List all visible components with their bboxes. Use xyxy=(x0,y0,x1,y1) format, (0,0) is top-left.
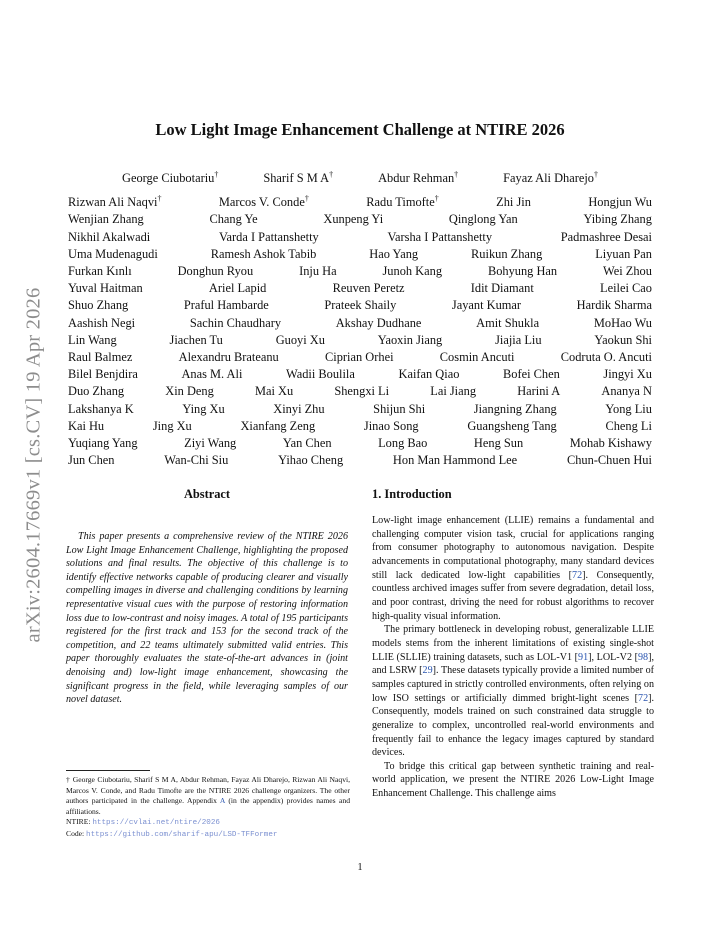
author-name: Zhi Jin xyxy=(496,195,531,210)
author-name: Xianfang Zeng xyxy=(240,418,316,433)
author-name: George Ciubotariu† xyxy=(122,169,219,185)
author-name: Sachin Chaudhary xyxy=(189,315,282,330)
author-name: Ying Xu xyxy=(182,401,225,416)
author-name: Yaokun Shi xyxy=(594,332,652,347)
footnote xyxy=(66,775,350,841)
author-name: Hongjun Wu xyxy=(588,195,652,210)
author-name: Ruikun Zhang xyxy=(471,246,543,261)
author-name: Kai Hu xyxy=(68,418,105,433)
author-row xyxy=(68,315,652,332)
author-row xyxy=(68,349,652,366)
author-name: Ramesh Ashok Tabib xyxy=(210,246,317,261)
author-name: Bofei Chen xyxy=(503,367,560,382)
author-name: Bohyung Han xyxy=(487,264,558,279)
author-name: Mohab Kishawy xyxy=(569,436,652,451)
arxiv-sidebar-stamp xyxy=(22,260,46,670)
citation-link: 29 xyxy=(422,665,433,677)
author-name: Yuqiang Yang xyxy=(68,436,138,451)
author-name: Wan-Chi Siu xyxy=(164,453,229,468)
author-name: Codruta O. Ancuti xyxy=(560,350,652,365)
author-name: Ziyi Wang xyxy=(184,436,237,451)
author-row xyxy=(68,229,652,246)
author-name: Junoh Kang xyxy=(382,264,443,279)
author-name: Ananya N xyxy=(601,384,652,399)
left-column xyxy=(66,487,348,707)
author-name: Yong Liu xyxy=(605,401,652,416)
author-name: Heng Sun xyxy=(473,436,524,451)
author-name: Cheng Li xyxy=(605,418,652,433)
author-name: Wei Zhou xyxy=(603,264,652,279)
author-name: Guoyi Xu xyxy=(275,332,325,347)
url-link: https://github.com/sharif-apu/LSD-TFFormer xyxy=(86,830,278,839)
author-name: Yan Chen xyxy=(282,436,332,451)
author-name: Chang Ye xyxy=(209,212,258,227)
author-name: Mai Xu xyxy=(254,384,294,399)
author-name: Shijun Shi xyxy=(373,401,426,416)
author-name: Wenjian Zhang xyxy=(68,212,144,227)
author-name: Wadii Boulila xyxy=(286,367,355,382)
footnote-rule xyxy=(66,770,150,771)
author-name: MoHao Wu xyxy=(593,315,652,330)
page-number: 1 xyxy=(357,862,363,873)
author-name: Padmashree Desai xyxy=(560,229,652,244)
author-name: Shengxi Li xyxy=(334,384,390,399)
citation-link: 72 xyxy=(572,569,583,581)
author-name: Donghun Ryou xyxy=(177,264,254,279)
author-name: Varsha I Pattanshetty xyxy=(387,229,493,244)
author-row xyxy=(68,211,652,228)
paper-title: Low Light Image Enhancement Challenge at NTIRE 2026 xyxy=(155,120,565,139)
organizer-dagger: † xyxy=(214,169,219,179)
author-name: Leilei Cao xyxy=(600,281,652,296)
citation-link: 72 xyxy=(638,692,649,704)
author-name: Radu Timofte† xyxy=(366,194,439,210)
author-name: Yaoxin Jiang xyxy=(377,332,443,347)
author-row xyxy=(68,401,652,418)
author-name: Lai Jiang xyxy=(430,384,477,399)
organizer-dagger: † xyxy=(454,169,459,179)
author-row xyxy=(68,280,652,297)
organizers-row xyxy=(68,170,652,187)
author-name: Yihao Cheng xyxy=(278,453,344,468)
author-name: Jiangning Zhang xyxy=(473,401,557,416)
author-name: Shuo Zhang xyxy=(68,298,129,313)
author-name: Lin Wang xyxy=(68,332,117,347)
author-name: Chun-Chuen Hui xyxy=(566,453,652,468)
author-row xyxy=(68,366,652,383)
author-row xyxy=(68,263,652,280)
author-name: Jingyi Xu xyxy=(603,367,652,382)
author-row xyxy=(68,246,652,263)
organizer-dagger: † xyxy=(434,194,439,204)
author-name: Cosmin Ancuti xyxy=(439,350,515,365)
footnote-line: Code: https://github.com/sharif-apu/LSD-TFFormer xyxy=(66,828,278,839)
footnote-line: † George Ciubotariu, Sharif S M A, Abdur Rehman, Fayaz Ali Dharejo, Rizwan Ali Naqvi, Marcos V. Conde, and Radu Timofte are the NTIRE 2026 challenge organizers. The other authors participated in the challenge. Appendix A (in the appendix) provides names and affiliations. xyxy=(66,775,350,816)
author-name: Ciprian Orhei xyxy=(325,350,394,365)
author-name: Lakshanya K xyxy=(68,401,134,416)
author-name: Liyuan Pan xyxy=(595,246,652,261)
author-name: Jun Chen xyxy=(68,453,115,468)
organizer-dagger: † xyxy=(157,194,162,204)
author-name: Sharif S M A† xyxy=(263,169,334,185)
author-name: Guangsheng Tang xyxy=(467,418,557,433)
author-list xyxy=(68,170,652,469)
author-name: Uma Mudenagudi xyxy=(68,246,158,261)
organizer-dagger: † xyxy=(329,169,334,179)
right-column xyxy=(372,487,654,801)
intro-paragraph: To bridge this critical gap between synthetic training and real-world application, we present the NTIRE 2026 Low-Light Image Enhancement Challenge. This challenge aims xyxy=(372,760,654,800)
author-name: Rizwan Ali Naqvi† xyxy=(68,194,162,210)
author-name: Long Bao xyxy=(378,436,428,451)
author-row xyxy=(68,194,652,211)
contributors-block xyxy=(68,194,652,469)
author-row xyxy=(68,297,652,314)
citation-link: 98 xyxy=(638,651,649,663)
author-name: Hardik Sharma xyxy=(576,298,652,313)
author-name: Duo Zhang xyxy=(68,384,125,399)
author-name: Amit Shukla xyxy=(476,315,540,330)
citation-link: A xyxy=(219,796,225,806)
author-name: Reuven Peretz xyxy=(332,281,405,296)
author-row xyxy=(68,435,652,452)
author-row xyxy=(68,332,652,349)
author-name: Ariel Lapid xyxy=(208,281,267,296)
author-name: Xunpeng Yi xyxy=(323,212,384,227)
author-name: Nikhil Akalwadi xyxy=(68,229,151,244)
abstract-heading: Abstract xyxy=(183,487,231,501)
organizer-dagger: † xyxy=(594,169,598,179)
author-name: Furkan Kınlı xyxy=(68,264,132,279)
author-name: Varda I Pattanshetty xyxy=(218,229,319,244)
author-row xyxy=(68,383,652,400)
author-name: Jiajia Liu xyxy=(495,332,542,347)
author-name: Inju Ha xyxy=(299,264,337,279)
author-name: Jing Xu xyxy=(152,418,192,433)
author-name: Qinglong Yan xyxy=(448,212,518,227)
author-name: Anas M. Ali xyxy=(181,367,243,382)
author-row xyxy=(68,418,652,435)
author-name: Prateek Shaily xyxy=(324,298,397,313)
author-name: Marcos V. Conde† xyxy=(218,194,309,210)
author-name: Yibing Zhang xyxy=(583,212,652,227)
author-name: Bilel Benjdira xyxy=(68,367,138,382)
author-name: Praful Hambarde xyxy=(183,298,269,313)
author-name: Abdur Rehman† xyxy=(378,169,459,185)
author-name: Hon Man Hammond Lee xyxy=(392,453,518,468)
intro-paragraph: The primary bottleneck in developing robust, generalizable LLIE models stems from the inherent limitations of existing single-shot LLIE (SLLIE) training datasets, such as LOL-V1 [91], LOL-V2 [98], and LSRW [29]. These datasets typically provide a limited number of samples captured in strictly controlled environments, often relying on low ISO settings or artificially dimmed bright-light scenes [72]. Consequently, models trained on such constrained data struggle to generalize to complex, uncontrolled real-world environments and frequently fail to enhance the legacy images captured by standard devices. xyxy=(372,624,654,759)
author-name: Harini A xyxy=(517,384,561,399)
author-name: Kaifan Qiao xyxy=(398,367,460,382)
url-link: https://cvlai.net/ntire/2026 xyxy=(92,819,220,828)
author-name: Alexandru Brateanu xyxy=(178,350,279,365)
author-name: Yuval Haitman xyxy=(68,281,143,296)
organizer-dagger: † xyxy=(304,194,309,204)
author-name: Jayant Kumar xyxy=(451,298,522,313)
author-name: Xin Deng xyxy=(165,384,214,399)
author-name: Akshay Dudhane xyxy=(335,315,422,330)
introduction-heading: 1. Introduction xyxy=(372,487,452,501)
author-name: Xinyi Zhu xyxy=(273,401,325,416)
footnote-line: NTIRE: https://cvlai.net/ntire/2026 xyxy=(66,817,220,828)
abstract-text: This paper presents a comprehensive review of the NTIRE 2026 Low Light Image Enhancement Challenge, highlighting the proposed solutions and final results. The objective of this challenge is to identify effective networks capable of producing clearer and visually compelling images in diverse and challenging conditions by learning representative visual cues with the purpose of restoring information loss due to low-contrast and noisy images. A total of 195 participants registered for the first track and 153 for the second track of the competition, and 22 teams ultimately submitted valid entries. This paper thoroughly evaluates the state-of-the-art advances in (joint denoising and) low-light image enhancement, showcasing the significant progress in the field, while leveraging samples of our novel dataset. xyxy=(66,531,348,706)
author-name: Aashish Negi xyxy=(68,315,136,330)
introduction-body xyxy=(372,514,654,801)
author-name: Hao Yang xyxy=(369,246,419,261)
arxiv-identifier: arXiv:2604.17669v1 [cs.CV] 19 Apr 2026 xyxy=(22,287,45,643)
author-name: Idit Diamant xyxy=(470,281,534,296)
author-name: Jiachen Tu xyxy=(169,332,223,347)
author-name: Jinao Song xyxy=(363,418,419,433)
author-name: Raul Balmez xyxy=(68,350,133,365)
author-name: Fayaz Ali Dharejo† xyxy=(503,169,598,185)
intro-paragraph: Low-light image enhancement (LLIE) remains a fundamental and challenging computer vision task, crucial for applications ranging from consumer photography to autonomous navigation. Despite advancements in computational photography, many standard devices still lack dedicated low-light capabilities [72]. Consequently, countless archived images suffer from severe degradation, detail loss, and poor contrast, driving the need for robust algorithms to recover high-quality visual information. xyxy=(372,515,654,622)
author-row xyxy=(68,452,652,469)
citation-link: 91 xyxy=(578,651,589,663)
